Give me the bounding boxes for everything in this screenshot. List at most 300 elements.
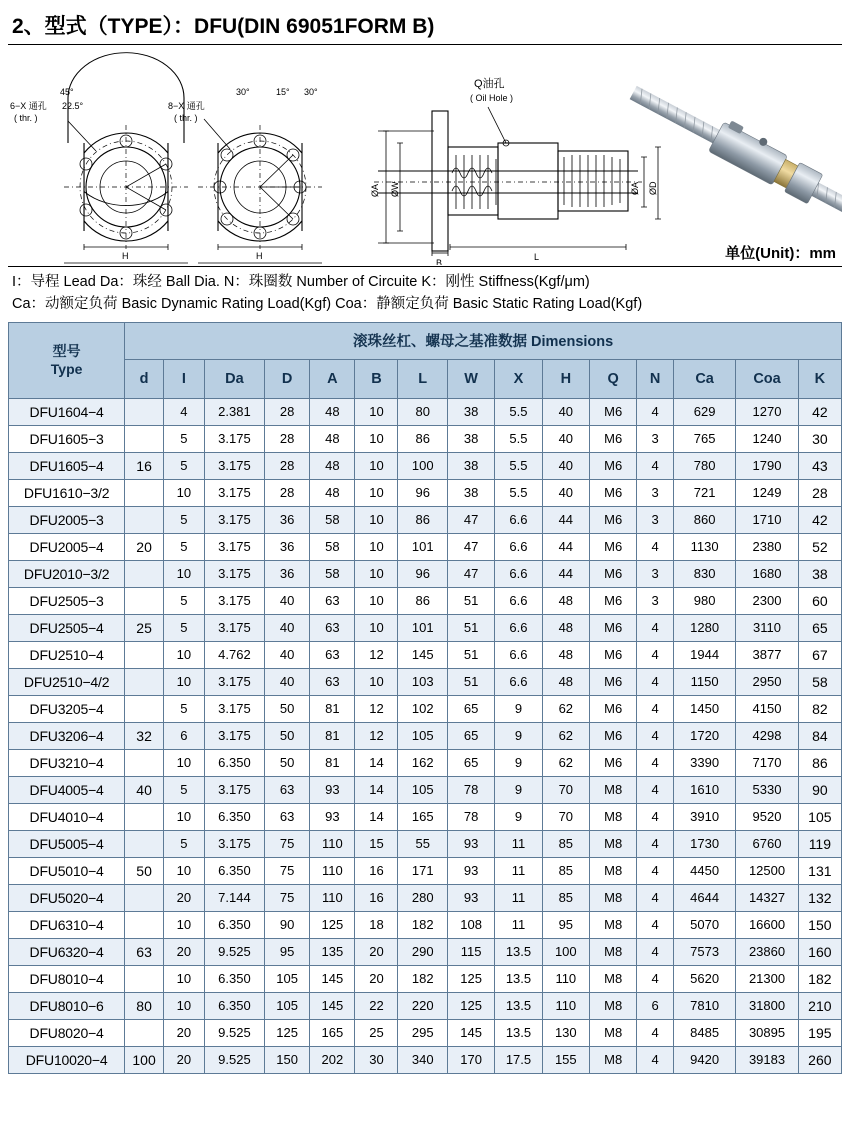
cell-l: 280 — [398, 884, 447, 911]
cell-h: 44 — [542, 560, 589, 587]
cell-ca: 3390 — [673, 749, 735, 776]
cell-i: 10 — [163, 560, 204, 587]
cell-d: 40 — [125, 776, 164, 803]
cell-k: 210 — [798, 992, 841, 1019]
cell-a: 93 — [310, 776, 355, 803]
cell-q: M8 — [589, 803, 636, 830]
cell-n: 4 — [637, 533, 674, 560]
cell-q: M6 — [589, 668, 636, 695]
cell-q: M6 — [589, 722, 636, 749]
cell-n: 4 — [637, 857, 674, 884]
cell-i: 10 — [163, 857, 204, 884]
cell-b: 14 — [355, 749, 398, 776]
cell-w: 115 — [447, 938, 494, 965]
cell-k: 132 — [798, 884, 841, 911]
cell-type: DFU4005−4 — [9, 776, 125, 803]
cell-i: 10 — [163, 479, 204, 506]
cell-type: DFU2005−3 — [9, 506, 125, 533]
table-row — [9, 506, 842, 533]
cell-d — [125, 587, 164, 614]
cell-da: 3.175 — [204, 695, 264, 722]
table-row — [9, 722, 842, 749]
table-row — [9, 911, 842, 938]
cell-k: 119 — [798, 830, 841, 857]
cell-x: 9 — [495, 722, 542, 749]
cell-l: 162 — [398, 749, 447, 776]
cell-type: DFU2510−4 — [9, 641, 125, 668]
cell-d: 28 — [265, 425, 310, 452]
cell-q: M8 — [589, 830, 636, 857]
cell-d: 75 — [265, 884, 310, 911]
cell-w: 51 — [447, 641, 494, 668]
table-row — [9, 560, 842, 587]
cell-a: 58 — [310, 506, 355, 533]
cell-ca: 1130 — [673, 533, 735, 560]
cell-da: 6.350 — [204, 749, 264, 776]
cell-l: 295 — [398, 1019, 447, 1046]
cell-w: 65 — [447, 749, 494, 776]
cell-ca: 1280 — [673, 614, 735, 641]
col-header-q: Q — [589, 359, 636, 398]
cell-l: 340 — [398, 1046, 447, 1073]
cell-ca: 765 — [673, 425, 735, 452]
cell-k: 38 — [798, 560, 841, 587]
cell-da: 3.175 — [204, 479, 264, 506]
cell-da: 7.144 — [204, 884, 264, 911]
cell-b: 15 — [355, 830, 398, 857]
table-row — [9, 479, 842, 506]
table-row — [9, 749, 842, 776]
cell-k: 67 — [798, 641, 841, 668]
cell-d: 40 — [265, 587, 310, 614]
cell-da: 3.175 — [204, 452, 264, 479]
table-body — [9, 398, 842, 1073]
cell-x: 11 — [495, 911, 542, 938]
cell-n: 4 — [637, 830, 674, 857]
cell-l: 182 — [398, 965, 447, 992]
cell-d: 40 — [265, 641, 310, 668]
cell-a: 110 — [310, 884, 355, 911]
cell-k: 260 — [798, 1046, 841, 1073]
cell-b: 10 — [355, 506, 398, 533]
cell-type: DFU2505−3 — [9, 587, 125, 614]
cell-h: 48 — [542, 614, 589, 641]
cell-x: 13.5 — [495, 938, 542, 965]
cell-d: 150 — [265, 1046, 310, 1073]
col-header-i: I — [163, 359, 204, 398]
table-row — [9, 668, 842, 695]
cell-a: 110 — [310, 857, 355, 884]
legend-line-2: Ca：动额定负荷 Basic Dynamic Rating Load(Kgf) Coa：静额定负荷 Basic Static Rating Load(Kgf) — [12, 296, 643, 313]
cell-coa: 1790 — [736, 452, 798, 479]
cell-q: M6 — [589, 398, 636, 425]
table-row — [9, 830, 842, 857]
cell-x: 13.5 — [495, 1019, 542, 1046]
cell-h: 62 — [542, 749, 589, 776]
cell-q: M8 — [589, 884, 636, 911]
cell-ca: 1150 — [673, 668, 735, 695]
left-angle-225: 22.5° — [62, 101, 84, 111]
cell-k: 28 — [798, 479, 841, 506]
col-header-w: W — [447, 359, 494, 398]
drawing-divider — [8, 266, 842, 267]
col-header-n: N — [637, 359, 674, 398]
cell-a: 81 — [310, 722, 355, 749]
cell-n: 4 — [637, 965, 674, 992]
cell-da: 3.175 — [204, 506, 264, 533]
table-row — [9, 1046, 842, 1073]
cell-i: 5 — [163, 506, 204, 533]
table-row — [9, 614, 842, 641]
cell-coa: 3877 — [736, 641, 798, 668]
cell-q: M8 — [589, 776, 636, 803]
cell-q: M6 — [589, 560, 636, 587]
cell-d: 90 — [265, 911, 310, 938]
mid-angle-30a: 30° — [236, 87, 250, 97]
cell-d: 63 — [125, 938, 164, 965]
cell-n: 4 — [637, 938, 674, 965]
cell-type: DFU1605−3 — [9, 425, 125, 452]
left-flange-view — [10, 53, 196, 265]
cell-k: 160 — [798, 938, 841, 965]
cell-q: M8 — [589, 1019, 636, 1046]
cell-d — [125, 506, 164, 533]
cell-w: 170 — [447, 1046, 494, 1073]
cell-k: 131 — [798, 857, 841, 884]
cell-q: M6 — [589, 695, 636, 722]
cell-coa: 3110 — [736, 614, 798, 641]
cell-k: 90 — [798, 776, 841, 803]
cell-l: 290 — [398, 938, 447, 965]
cell-l: 105 — [398, 776, 447, 803]
cell-w: 51 — [447, 614, 494, 641]
cell-d: 95 — [265, 938, 310, 965]
cell-n: 3 — [637, 506, 674, 533]
cell-da: 3.175 — [204, 533, 264, 560]
drawing-svg — [8, 47, 842, 265]
cell-h: 85 — [542, 830, 589, 857]
cell-type: DFU1605−4 — [9, 452, 125, 479]
cell-q: M8 — [589, 911, 636, 938]
cell-d: 105 — [265, 965, 310, 992]
cell-da: 3.175 — [204, 425, 264, 452]
cell-x: 6.6 — [495, 587, 542, 614]
cell-q: M8 — [589, 1046, 636, 1073]
cell-n: 6 — [637, 992, 674, 1019]
cell-type: DFU3210−4 — [9, 749, 125, 776]
cell-k: 105 — [798, 803, 841, 830]
cell-coa: 2380 — [736, 533, 798, 560]
cell-type: DFU3205−4 — [9, 695, 125, 722]
left-dim-h: H — [122, 251, 129, 261]
cell-q: M6 — [589, 749, 636, 776]
cell-type: DFU1604−4 — [9, 398, 125, 425]
cell-type: DFU6310−4 — [9, 911, 125, 938]
cell-a: 81 — [310, 695, 355, 722]
cell-n: 3 — [637, 560, 674, 587]
cell-w: 125 — [447, 992, 494, 1019]
dim-phi-A: ØA — [370, 183, 380, 197]
mid-hole-note-1: 8−X 通孔 — [168, 101, 205, 111]
cell-l: 220 — [398, 992, 447, 1019]
cell-coa: 2950 — [736, 668, 798, 695]
cell-d — [125, 1019, 164, 1046]
unit-label: 单位(Unit)：mm — [725, 245, 836, 262]
cell-a: 145 — [310, 992, 355, 1019]
cell-l: 101 — [398, 533, 447, 560]
cell-d: 25 — [125, 614, 164, 641]
table-row — [9, 938, 842, 965]
col-header-da: Da — [204, 359, 264, 398]
col-header-x: X — [495, 359, 542, 398]
cell-w: 93 — [447, 857, 494, 884]
dim-phi-D: ØD — [648, 181, 658, 195]
cell-k: 182 — [798, 965, 841, 992]
cell-h: 44 — [542, 506, 589, 533]
cell-h: 48 — [542, 641, 589, 668]
cell-i: 20 — [163, 1046, 204, 1073]
cell-b: 22 — [355, 992, 398, 1019]
cell-ca: 1450 — [673, 695, 735, 722]
cell-x: 6.6 — [495, 668, 542, 695]
cell-q: M8 — [589, 965, 636, 992]
cell-i: 5 — [163, 587, 204, 614]
cell-h: 40 — [542, 398, 589, 425]
cell-coa: 12500 — [736, 857, 798, 884]
cell-w: 38 — [447, 452, 494, 479]
cell-coa: 9520 — [736, 803, 798, 830]
cell-coa: 1249 — [736, 479, 798, 506]
cell-q: M6 — [589, 533, 636, 560]
cell-x: 9 — [495, 749, 542, 776]
cell-ca: 7810 — [673, 992, 735, 1019]
cell-k: 52 — [798, 533, 841, 560]
cell-l: 86 — [398, 587, 447, 614]
cell-n: 4 — [637, 641, 674, 668]
cell-a: 93 — [310, 803, 355, 830]
cell-a: 48 — [310, 425, 355, 452]
cell-d: 63 — [265, 803, 310, 830]
cell-i: 5 — [163, 776, 204, 803]
cell-ca: 629 — [673, 398, 735, 425]
cell-h: 95 — [542, 911, 589, 938]
cell-b: 12 — [355, 722, 398, 749]
cell-d — [125, 911, 164, 938]
cell-d: 40 — [265, 668, 310, 695]
cell-l: 96 — [398, 560, 447, 587]
cell-d: 100 — [125, 1046, 164, 1073]
cell-i: 20 — [163, 938, 204, 965]
cell-k: 150 — [798, 911, 841, 938]
cell-coa: 16600 — [736, 911, 798, 938]
cell-type: DFU10020−4 — [9, 1046, 125, 1073]
cell-a: 48 — [310, 452, 355, 479]
type-header-line-2: Type — [50, 361, 83, 378]
cell-d — [125, 965, 164, 992]
col-header-h: H — [542, 359, 589, 398]
cell-h: 48 — [542, 668, 589, 695]
cell-h: 62 — [542, 722, 589, 749]
cell-x: 11 — [495, 857, 542, 884]
title-divider — [8, 44, 842, 45]
cell-a: 58 — [310, 560, 355, 587]
cell-w: 51 — [447, 587, 494, 614]
dim-phi-W: ØW — [390, 181, 400, 197]
cell-type: DFU4010−4 — [9, 803, 125, 830]
table-row — [9, 452, 842, 479]
cell-d: 36 — [265, 506, 310, 533]
cell-coa: 21300 — [736, 965, 798, 992]
table-column-headers — [9, 359, 842, 398]
cell-d: 28 — [265, 398, 310, 425]
cell-da: 9.525 — [204, 938, 264, 965]
table-row — [9, 857, 842, 884]
cell-w: 78 — [447, 776, 494, 803]
cell-coa: 5330 — [736, 776, 798, 803]
cell-a: 145 — [310, 965, 355, 992]
cell-l: 103 — [398, 668, 447, 695]
cell-l: 145 — [398, 641, 447, 668]
cell-k: 42 — [798, 506, 841, 533]
cell-h: 70 — [542, 776, 589, 803]
cell-da: 6.350 — [204, 911, 264, 938]
cell-d: 20 — [125, 533, 164, 560]
cell-x: 13.5 — [495, 992, 542, 1019]
cell-x: 6.6 — [495, 506, 542, 533]
cell-w: 38 — [447, 479, 494, 506]
cell-coa: 14327 — [736, 884, 798, 911]
cell-d: 32 — [125, 722, 164, 749]
cell-b: 10 — [355, 533, 398, 560]
cell-i: 5 — [163, 695, 204, 722]
cell-l: 96 — [398, 479, 447, 506]
cell-n: 4 — [637, 1019, 674, 1046]
cell-d: 50 — [125, 857, 164, 884]
cell-d — [125, 560, 164, 587]
cell-i: 6 — [163, 722, 204, 749]
cell-n: 3 — [637, 425, 674, 452]
cell-d — [125, 425, 164, 452]
cell-b: 12 — [355, 641, 398, 668]
cell-w: 65 — [447, 722, 494, 749]
cell-da: 9.525 — [204, 1019, 264, 1046]
cell-da: 3.175 — [204, 614, 264, 641]
cell-h: 40 — [542, 425, 589, 452]
cell-a: 135 — [310, 938, 355, 965]
oil-hole-note-1: Q油孔 — [474, 78, 505, 90]
cell-da: 6.350 — [204, 803, 264, 830]
cell-i: 5 — [163, 830, 204, 857]
cell-d: 36 — [265, 560, 310, 587]
cell-h: 70 — [542, 803, 589, 830]
cell-k: 65 — [798, 614, 841, 641]
cell-coa: 1270 — [736, 398, 798, 425]
cell-l: 105 — [398, 722, 447, 749]
table-row — [9, 641, 842, 668]
cell-ca: 9420 — [673, 1046, 735, 1073]
cell-da: 9.525 — [204, 1046, 264, 1073]
cell-l: 102 — [398, 695, 447, 722]
cell-h: 110 — [542, 992, 589, 1019]
cell-n: 4 — [637, 776, 674, 803]
cell-d: 75 — [265, 857, 310, 884]
cell-d — [125, 641, 164, 668]
cell-coa: 1240 — [736, 425, 798, 452]
cell-d: 75 — [265, 830, 310, 857]
cell-b: 10 — [355, 668, 398, 695]
cell-type: DFU6320−4 — [9, 938, 125, 965]
cell-da: 3.175 — [204, 722, 264, 749]
section-view — [370, 76, 661, 265]
cell-n: 4 — [637, 911, 674, 938]
cell-d: 50 — [265, 749, 310, 776]
cell-type: DFU8010−4 — [9, 965, 125, 992]
cell-q: M6 — [589, 506, 636, 533]
cell-i: 5 — [163, 452, 204, 479]
cell-b: 10 — [355, 560, 398, 587]
table-head — [9, 322, 842, 398]
cell-i: 10 — [163, 965, 204, 992]
cell-h: 44 — [542, 533, 589, 560]
cell-b: 10 — [355, 479, 398, 506]
cell-ca: 8485 — [673, 1019, 735, 1046]
cell-b: 10 — [355, 587, 398, 614]
cell-h: 130 — [542, 1019, 589, 1046]
cell-q: M6 — [589, 587, 636, 614]
cell-type: DFU5020−4 — [9, 884, 125, 911]
cell-ca: 830 — [673, 560, 735, 587]
cell-i: 5 — [163, 614, 204, 641]
cell-d: 80 — [125, 992, 164, 1019]
table-row — [9, 695, 842, 722]
col-header-d: d — [125, 359, 164, 398]
cell-da: 6.350 — [204, 992, 264, 1019]
cell-x: 17.5 — [495, 1046, 542, 1073]
cell-d — [125, 479, 164, 506]
cell-w: 108 — [447, 911, 494, 938]
cell-d: 40 — [265, 614, 310, 641]
cell-ca: 1730 — [673, 830, 735, 857]
col-header-k: K — [798, 359, 841, 398]
cell-w: 47 — [447, 506, 494, 533]
cell-type: DFU5005−4 — [9, 830, 125, 857]
cell-n: 4 — [637, 884, 674, 911]
cell-h: 40 — [542, 452, 589, 479]
cell-h: 85 — [542, 884, 589, 911]
cell-x: 11 — [495, 830, 542, 857]
cell-q: M6 — [589, 614, 636, 641]
mid-dim-h: H — [256, 251, 263, 261]
cell-ca: 7573 — [673, 938, 735, 965]
cell-k: 42 — [798, 398, 841, 425]
cell-b: 10 — [355, 425, 398, 452]
cell-coa: 31800 — [736, 992, 798, 1019]
cell-type: DFU1610−3/2 — [9, 479, 125, 506]
cell-n: 3 — [637, 479, 674, 506]
cell-i: 10 — [163, 641, 204, 668]
left-hole-note-2: ( thr. ) — [14, 113, 38, 123]
cell-ca: 721 — [673, 479, 735, 506]
cell-coa: 23860 — [736, 938, 798, 965]
cell-ca: 1944 — [673, 641, 735, 668]
cell-i: 10 — [163, 668, 204, 695]
cell-d: 125 — [265, 1019, 310, 1046]
cell-i: 20 — [163, 1019, 204, 1046]
cell-d — [125, 749, 164, 776]
table-row — [9, 425, 842, 452]
col-header-type — [9, 322, 125, 398]
col-header-dimensions: 滚珠丝杠、螺母之基准数据 Dimensions — [125, 322, 842, 359]
